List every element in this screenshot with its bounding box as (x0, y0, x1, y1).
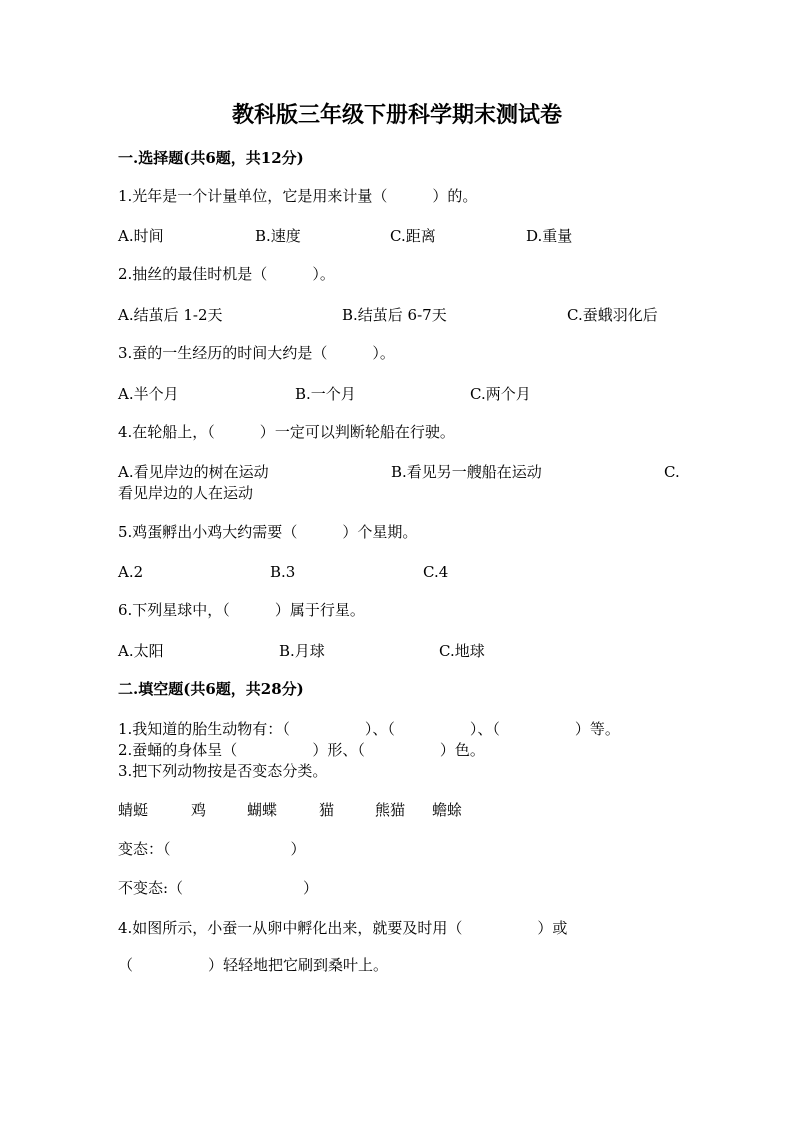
animal-item: 蝴蝶 (247, 801, 278, 819)
question-2-option-c: C.蚕蛾羽化后 (567, 306, 658, 324)
question-4-option-c-text: 看见岸边的人在运动 (118, 484, 254, 502)
question-4-option-b: B.看见另一艘船在运动 (391, 463, 542, 481)
question-1-option-a: A.时间 (118, 227, 164, 245)
question-5-option-b: B.3 (270, 563, 296, 581)
question-3-option-b: B.一个月 (295, 385, 356, 403)
animal-item: 鸡 (191, 801, 207, 819)
section-heading-choice: 一.选择题(共6题，共12分) (118, 149, 304, 167)
question-6-option-c: C.地球 (439, 642, 485, 660)
question-4-stem: 4.在轮船上，（ ）一定可以判断轮船在行驶。 (118, 423, 455, 441)
question-3-option-c: C.两个月 (470, 385, 531, 403)
no-metamorphosis-blank: 不变态:（ ） (118, 879, 319, 897)
animal-item: 猫 (319, 801, 335, 819)
animal-item: 蜻蜓 (118, 801, 149, 819)
question-5-option-c: C.4 (423, 563, 449, 581)
question-2-option-a: A.结茧后 1-2天 (118, 306, 223, 324)
question-4-option-a: A.看见岸边的树在运动 (118, 463, 269, 481)
animal-item: 蟾蜍 (432, 801, 463, 819)
question-3-option-a: A.半个月 (118, 385, 179, 403)
question-1-option-b: B.速度 (255, 227, 301, 245)
question-2-stem: 2.抽丝的最佳时机是（ ）。 (118, 265, 335, 283)
question-1-stem: 1.光年是一个计量单位，它是用来计量（ ）的。 (118, 187, 478, 205)
animal-item: 熊猫 (375, 801, 406, 819)
section-heading-fill: 二.填空题(共6题，共28分) (118, 680, 304, 698)
fill-question-2: 2.蚕蛹的身体呈（ ）形、（ ）色。 (118, 741, 485, 759)
question-6-stem: 6.下列星球中，（ ）属于行星。 (118, 601, 365, 619)
fill-question-4-line-1: 4.如图所示，小蚕一从卵中孵化出来，就要及时用（ ）或 (118, 919, 568, 937)
question-5-stem: 5.鸡蛋孵出小鸡大约需要（ ）个星期。 (118, 523, 418, 541)
question-6-option-a: A.太阳 (118, 642, 164, 660)
question-3-stem: 3.蚕的一生经历的时间大约是（ ）。 (118, 344, 395, 362)
question-6-option-b: B.月球 (279, 642, 325, 660)
question-1-option-d: D.重量 (526, 227, 573, 245)
fill-question-4-line-2: （ ）轻轻地把它刷到桑叶上。 (118, 956, 389, 974)
fill-question-3: 3.把下列动物按是否变态分类。 (118, 762, 328, 780)
question-2-option-b: B.结茧后 6-7天 (342, 306, 447, 324)
page-title: 教科版三年级下册科学期末测试卷 (231, 102, 562, 128)
fill-question-1: 1.我知道的胎生动物有：（ ）、（ ）、（ ）等。 (118, 720, 620, 738)
metamorphosis-blank: 变态：（ ） (118, 840, 306, 858)
question-4-option-c-label: C. (664, 463, 680, 481)
question-1-option-c: C.距离 (390, 227, 436, 245)
question-5-option-a: A.2 (118, 563, 144, 581)
